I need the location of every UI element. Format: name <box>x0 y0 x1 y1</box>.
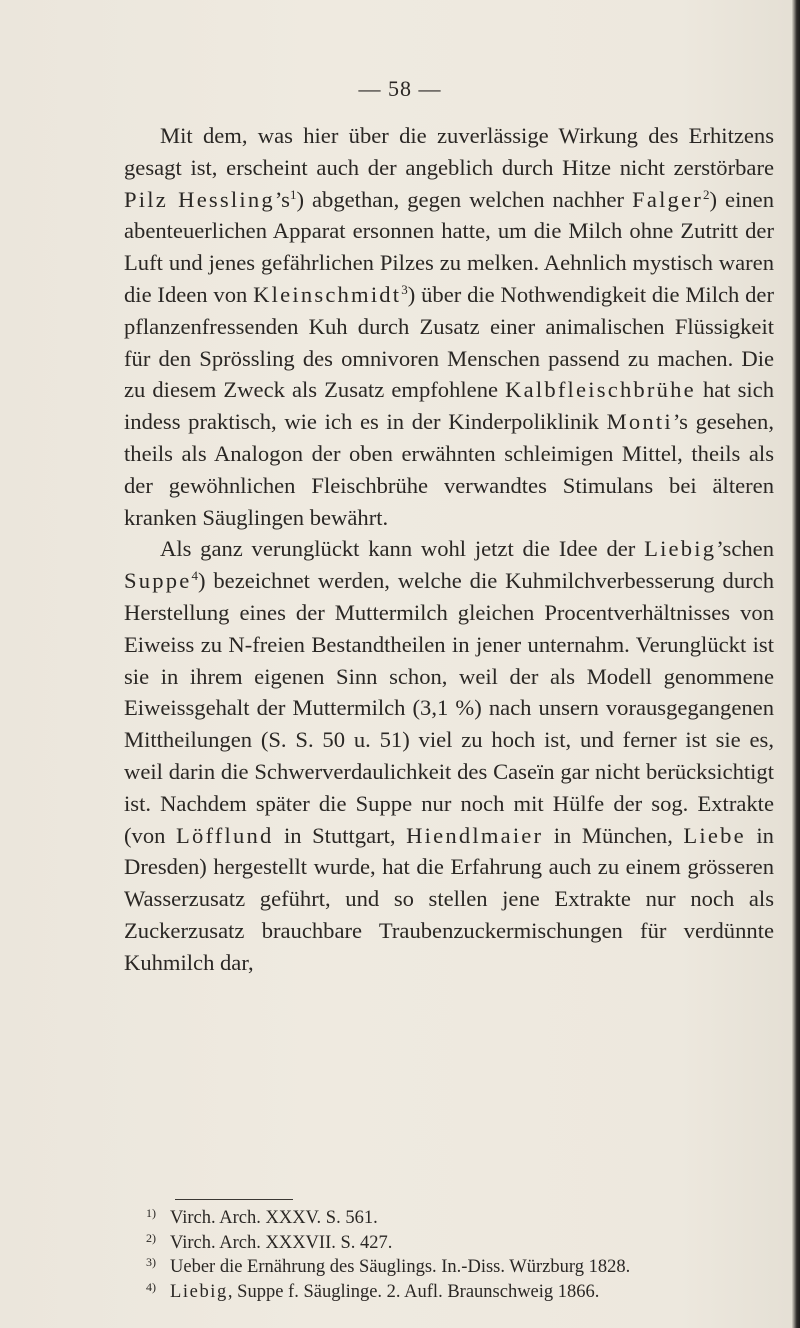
text-run: ) bezeichnet werden, welche die Kuhmilchverbesserung durch Herstellung eines der Muttermilch gleichen Procentverhältnisses von Eiweiss zu N-freien Bestandtheilen in jener unternahm. Verunglückt ist sie in ihrem eigenen Sinn schon, weil der als Modell genommene Eiweissgehalt der Muttermilch (3,1 %) nach unsern vorausgegangenen Mittheilungen (S. S. 50 u. 51) viel zu hoch ist, und ferner ist sie es, weil darin die Schwerverdaulichkeit des Caseïn gar nicht berücksichtigt ist. Nachdem später die Suppe nur noch mit Hülfe der sog. Extrakte (von <box>124 568 774 848</box>
footnote-text: Ueber die Ernährung des Säuglings. In.-Diss. Würzburg 1828. <box>170 1257 631 1277</box>
name-liebe: Liebe <box>683 822 746 848</box>
text-run: in München, <box>543 822 684 848</box>
footnote-text: Virch. Arch. XXXVII. S. 427. <box>170 1232 393 1253</box>
name-loefflund: Löfflund <box>175 822 274 848</box>
text-run: ) über die Nothwendigkeit die Milch der pflanzenfressenden Kuh durch Zusatz einer animalischen Flüssigkeit für den Sprössling des omnivoren Menschen passend zu machen. Die zu diesem Zweck als Zusatz empfohlene <box>124 281 774 403</box>
footnote-2: 2) Virch. Arch. XXXVII. S. 427. <box>146 1230 393 1253</box>
footnote-1: 1) Virch. Arch. XXXV. S. 561. <box>146 1206 378 1228</box>
footnote-4: 4) Liebig, Suppe f. Säuglinge. 2. Aufl. Braunschweig 1866. <box>146 1279 600 1302</box>
paragraph-1 <box>124 120 774 533</box>
text-run: ’schen <box>716 536 774 562</box>
text-run: Als ganz verunglückt kann wohl jetzt die Idee der <box>160 536 645 562</box>
footnote-text: , Suppe f. Säuglinge. 2. Aufl. Braunschweig 1866. <box>227 1281 600 1302</box>
footnote-3: 3) Ueber die Ernährung des Säuglings. In.-Diss. Würzburg 1828. <box>146 1255 631 1277</box>
text-run: in Dresden) hergestellt wurde, hat die Erfahrung auch zu einem grösseren Wasserzusatz geführt, und so stellen jene Extrakte nur noch als Zuckerzusatz brauchbare Traubenzuckermischungen für verdünnte Kuhmilch dar, <box>124 822 774 975</box>
footnote-author: Liebig <box>170 1281 228 1302</box>
page-number: — 58 — <box>358 76 442 101</box>
paragraph-2 <box>124 533 774 978</box>
footnote-divider <box>175 1199 293 1200</box>
text-run: in Stuttgart, <box>273 822 407 848</box>
author-name-falger: Falger <box>632 186 703 212</box>
footnote-text: Virch. Arch. XXXV. S. 561. <box>170 1208 378 1228</box>
author-name-liebig: Liebig <box>644 536 717 562</box>
page-edge-shadow <box>792 0 800 1328</box>
footnote-ref-2[interactable]: 2 <box>703 186 710 202</box>
author-name-hessling: Pilz Hessling <box>124 186 275 212</box>
footnote-ref-3[interactable]: 3 <box>401 281 408 297</box>
main-text <box>124 120 774 979</box>
text-run: Mit dem, was hier über die zuverlässige Wirkung des Erhitzens gesagt ist, erscheint auch der angeblich durch Hitze nicht zerstörbare <box>124 123 774 180</box>
text-run: hat sich indess praktisch, wie ich es in der Kinderpoliklinik <box>124 377 774 435</box>
text-run: ’s gesehen, theils als Analogon der oben erwähnten schleimigen Mittel, theils als der gewöhnlichen Fleischbrühe verwandtes Stimulans bei älteren kranken Säuglingen bewährt. <box>124 409 775 530</box>
text-run: ’s <box>274 186 290 212</box>
footnote-ref-4[interactable]: 4 <box>191 568 198 584</box>
footnote-ref-1[interactable]: 1 <box>289 186 297 202</box>
footnotes <box>146 1206 786 1304</box>
text-run: ) einen abenteuerlichen Apparat ersonnen hatte, um die Milch ohne Zutritt der Luft und jenes gefährlichen Pilzes zu melken. Aehnlich mystisch waren die Ideen von <box>124 186 774 307</box>
author-name-kleinschmidt: Kleinschmidt <box>253 281 402 307</box>
term-suppe: Suppe <box>124 568 192 594</box>
author-name-monti: Monti <box>606 409 673 435</box>
term-kalbfleischbruehe: Kalbfleischbrühe <box>505 377 696 403</box>
name-hiendlmaier: Hiendlmaier <box>406 822 544 848</box>
text-run: ) abgethan, gegen welchen nachher <box>296 186 633 212</box>
